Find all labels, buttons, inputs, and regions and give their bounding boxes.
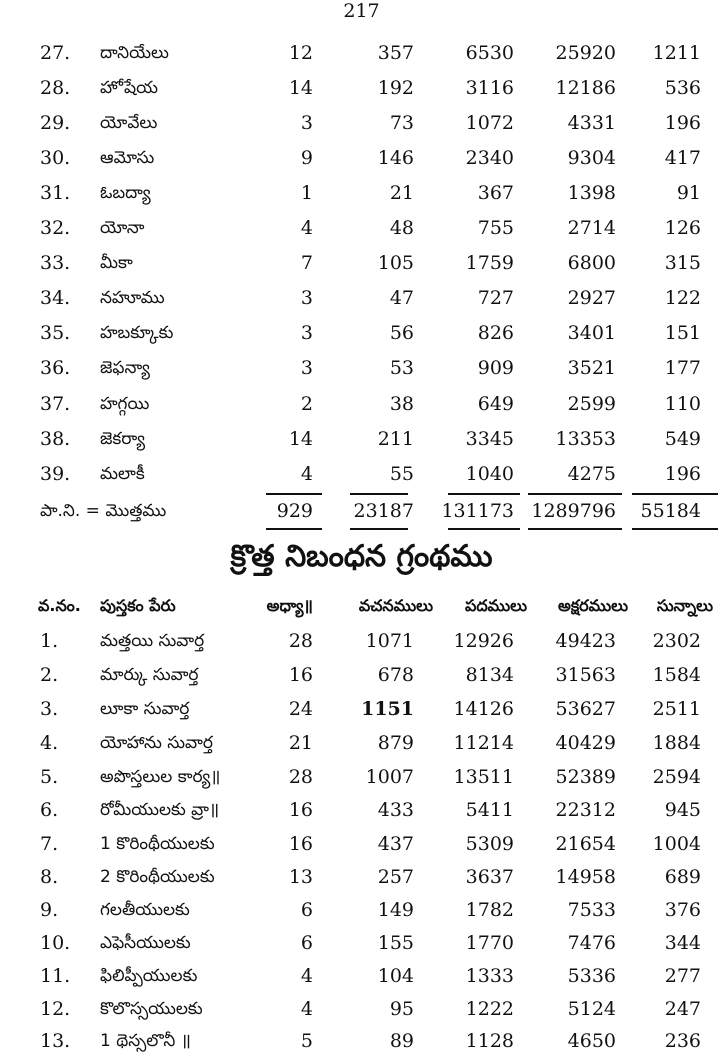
verses-count: 1071 [365,630,414,652]
chapters-count: 6 [300,932,313,954]
words-count: 3637 [465,866,514,888]
sunnas-count: 151 [664,322,701,344]
book-number: 2. [40,664,59,686]
table-row [0,959,723,994]
book-name: గలతీయులకు [100,900,190,920]
table-row [0,893,723,928]
words-count: 1333 [465,965,514,987]
book-name: ఓబద్యా [100,183,151,203]
book-number: 39. [40,463,71,485]
chapters-count: 7 [300,252,313,274]
verses-count: 192 [377,77,414,99]
sunnas-count: 122 [664,287,701,309]
book-number: 38. [40,428,71,450]
table-row [0,211,723,246]
book-number: 35. [40,322,71,344]
letters-count: 21654 [555,833,616,855]
book-number: 28. [40,77,71,99]
letters-count: 4275 [567,463,616,485]
book-name: మార్కు సువార్త [100,665,199,685]
verses-count: 879 [377,732,414,754]
verses-count: 73 [389,112,414,134]
words-count: 1128 [465,1030,514,1052]
verses-count: 146 [377,147,414,169]
letters-count: 12186 [555,77,616,99]
book-name: మీకా [100,253,133,273]
chapters-count: 2 [300,393,313,415]
words-count: 826 [477,322,514,344]
verses-count: 56 [389,322,414,344]
letters-count: 2927 [567,287,616,309]
sunnas-count: 2302 [652,630,701,652]
table-header [0,590,723,622]
book-name: ఎఫెసీయులకు [100,933,191,953]
verses-count: 257 [377,866,414,888]
sunnas-count: 315 [664,252,701,274]
book-name: 2 కొరింథీయులకు [100,867,215,887]
total-sunnas: 55184 [640,500,701,522]
letters-count: 53627 [555,698,616,720]
book-number: 31. [40,182,71,204]
book-number: 34. [40,287,71,309]
book-name: యోనా [100,218,145,238]
table-row [0,926,723,961]
book-number: 6. [40,799,59,821]
sunnas-count: 344 [664,932,701,954]
sunnas-count: 277 [664,965,701,987]
verses-count: 53 [389,357,414,379]
words-count: 1782 [465,899,514,921]
sunnas-count: 2511 [652,698,701,720]
sunnas-count: 1884 [652,732,701,754]
book-number: 36. [40,357,71,379]
book-number: 37. [40,393,71,415]
sunnas-count: 177 [664,357,701,379]
sunnas-count: 236 [664,1030,701,1052]
book-number: 30. [40,147,71,169]
verses-count: 1007 [365,766,414,788]
header-verses: వచనములు [358,596,433,615]
chapters-count: 28 [288,630,313,652]
book-number: 7. [40,833,59,855]
chapters-count: 24 [288,698,313,720]
chapters-count: 14 [288,77,313,99]
verses-count: 48 [389,217,414,239]
total-rule [266,528,322,530]
chapters-count: 3 [300,112,313,134]
verses-count: 433 [377,799,414,821]
letters-count: 2714 [567,217,616,239]
book-number: 13. [40,1030,71,1052]
table-row [0,316,723,351]
words-count: 1222 [465,998,514,1020]
book-name: యోవేలు [100,113,158,133]
letters-count: 6800 [567,252,616,274]
chapters-count: 3 [300,287,313,309]
words-count: 1040 [465,463,514,485]
verses-count: 1151 [361,698,414,720]
book-name: హోషేయ [100,78,159,98]
chapters-count: 1 [300,182,313,204]
total-verses: 23187 [353,500,414,522]
verses-count: 211 [377,428,414,450]
table-row [0,793,723,828]
sunnas-count: 1584 [652,664,701,686]
letters-count: 9304 [567,147,616,169]
book-name: దానియేలు [100,43,169,63]
chapters-count: 28 [288,766,313,788]
table-row [0,71,723,106]
chapters-count: 16 [288,833,313,855]
letters-count: 49423 [555,630,616,652]
sunnas-count: 1004 [652,833,701,855]
sunnas-count: 247 [664,998,701,1020]
table-row [0,658,723,693]
letters-count: 22312 [555,799,616,821]
letters-count: 25920 [555,42,616,64]
section-title: క్రొత్త నిబంధన గ్రంథము [230,539,493,574]
verses-count: 21 [389,182,414,204]
total-rule [350,528,408,530]
words-count: 5309 [465,833,514,855]
chapters-count: 13 [288,866,313,888]
table-row [0,457,723,492]
table-row [0,176,723,211]
letters-count: 7533 [567,899,616,921]
sunnas-count: 376 [664,899,701,921]
book-name: హగ్గయి [100,394,150,414]
book-name: యోహాను సువార్త [100,733,213,753]
total-rule [528,528,622,530]
chapters-count: 21 [288,732,313,754]
table-row [0,106,723,141]
book-number: 3. [40,698,59,720]
chapters-count: 3 [300,357,313,379]
sunnas-count: 549 [664,428,701,450]
total-chapters: 929 [276,500,313,522]
letters-count: 4650 [567,1030,616,1052]
verses-count: 155 [377,932,414,954]
table-row [0,692,723,727]
verses-count: 55 [389,463,414,485]
book-name: కొలొస్సయులకు [100,999,203,1019]
book-name: మత్తయి సువార్త [100,631,205,651]
sunnas-count: 689 [664,866,701,888]
table-row [0,992,723,1027]
words-count: 3345 [465,428,514,450]
words-count: 367 [477,182,514,204]
book-name: రోమీయులకు వ్రా॥ [100,800,220,820]
book-number: 33. [40,252,71,274]
letters-count: 4331 [567,112,616,134]
sunnas-count: 196 [664,112,701,134]
total-rule [632,528,718,530]
book-number: 11. [40,965,71,987]
book-number: 27. [40,42,71,64]
total-label: పా.ని. = మొత్తము [40,501,167,521]
table-row [0,827,723,862]
old-testament-total-row [0,494,723,529]
letters-count: 14958 [555,866,616,888]
words-count: 8134 [465,664,514,686]
verses-count: 437 [377,833,414,855]
chapters-count: 14 [288,428,313,450]
verses-count: 149 [377,899,414,921]
header-letters: అక్షరములు [558,596,628,615]
chapters-count: 16 [288,664,313,686]
chapters-count: 3 [300,322,313,344]
words-count: 11214 [453,732,514,754]
verses-count: 95 [389,998,414,1020]
words-count: 1759 [465,252,514,274]
book-name: అపొస్తలుల కార్య॥ [100,767,221,787]
verses-count: 678 [377,664,414,686]
sunnas-count: 110 [664,393,701,415]
book-number: 1. [40,630,59,652]
chapters-count: 4 [300,965,313,987]
sunnas-count: 196 [664,463,701,485]
sunnas-count: 945 [664,799,701,821]
book-name: లూకా సువార్త [100,699,190,719]
chapters-count: 16 [288,799,313,821]
book-number: 5. [40,766,59,788]
chapters-count: 4 [300,998,313,1020]
table-row [0,36,723,71]
header-words: పదములు [464,596,527,615]
header-chapters: అధ్యా॥ [266,596,313,615]
sunnas-count: 126 [664,217,701,239]
verses-count: 89 [389,1030,414,1052]
words-count: 6530 [465,42,514,64]
book-number: 32. [40,217,71,239]
table-row [0,351,723,386]
words-count: 12926 [453,630,514,652]
book-name: 1 థెస్సలొనీ ॥ [100,1031,191,1051]
chapters-count: 9 [300,147,313,169]
total-words: 131173 [441,500,514,522]
table-row [0,760,723,795]
letters-count: 52389 [555,766,616,788]
words-count: 13511 [453,766,514,788]
letters-count: 5124 [567,998,616,1020]
verses-count: 104 [377,965,414,987]
book-name: మలాకీ [100,464,145,484]
words-count: 5411 [465,799,514,821]
sunnas-count: 417 [664,147,701,169]
header-sunnas: సున్నాలు [656,596,713,615]
table-row [0,624,723,659]
book-number: 29. [40,112,71,134]
letters-count: 3521 [567,357,616,379]
table-row [0,141,723,176]
words-count: 727 [477,287,514,309]
letters-count: 40429 [555,732,616,754]
letters-count: 13353 [555,428,616,450]
letters-count: 31563 [555,664,616,686]
chapters-count: 4 [300,217,313,239]
table-row [0,281,723,316]
words-count: 3116 [465,77,514,99]
book-name: హబక్కూకు [100,323,174,343]
words-count: 1072 [465,112,514,134]
chapters-count: 6 [300,899,313,921]
table-row [0,246,723,281]
letters-count: 2599 [567,393,616,415]
table-row [0,860,723,895]
table-row [0,1024,723,1059]
words-count: 909 [477,357,514,379]
words-count: 1770 [465,932,514,954]
verses-count: 38 [389,393,414,415]
letters-count: 7476 [567,932,616,954]
book-name: ఫిలిప్పీయులకు [100,966,198,986]
words-count: 14126 [453,698,514,720]
book-number: 8. [40,866,59,888]
words-count: 755 [477,217,514,239]
total-letters: 1289796 [531,500,616,522]
book-number: 10. [40,932,71,954]
total-rule [448,528,520,530]
chapters-count: 5 [300,1030,313,1052]
letters-count: 5336 [567,965,616,987]
page-number: 217 [343,0,380,22]
sunnas-count: 536 [664,77,701,99]
words-count: 2340 [465,147,514,169]
letters-count: 3401 [567,322,616,344]
verses-count: 47 [389,287,414,309]
chapters-count: 12 [288,42,313,64]
table-row [0,387,723,422]
table-row [0,726,723,761]
book-name: ఆమోసు [100,148,155,168]
letters-count: 1398 [567,182,616,204]
book-number: 12. [40,998,71,1020]
verses-count: 357 [377,42,414,64]
book-number: 4. [40,732,59,754]
book-name: జెకర్యా [100,429,146,449]
words-count: 649 [477,393,514,415]
header-serial-number: వ.నం. [38,596,81,615]
sunnas-count: 1211 [652,42,701,64]
book-number: 9. [40,899,59,921]
sunnas-count: 91 [676,182,701,204]
verses-count: 105 [377,252,414,274]
table-row [0,422,723,457]
book-name: నహూము [100,288,165,308]
book-name: జెఫన్యా [100,358,150,378]
book-name: 1 కొరింథీయులకు [100,834,215,854]
header-book-name: పుస్తకం పేరు [100,596,176,615]
chapters-count: 4 [300,463,313,485]
sunnas-count: 2594 [652,766,701,788]
